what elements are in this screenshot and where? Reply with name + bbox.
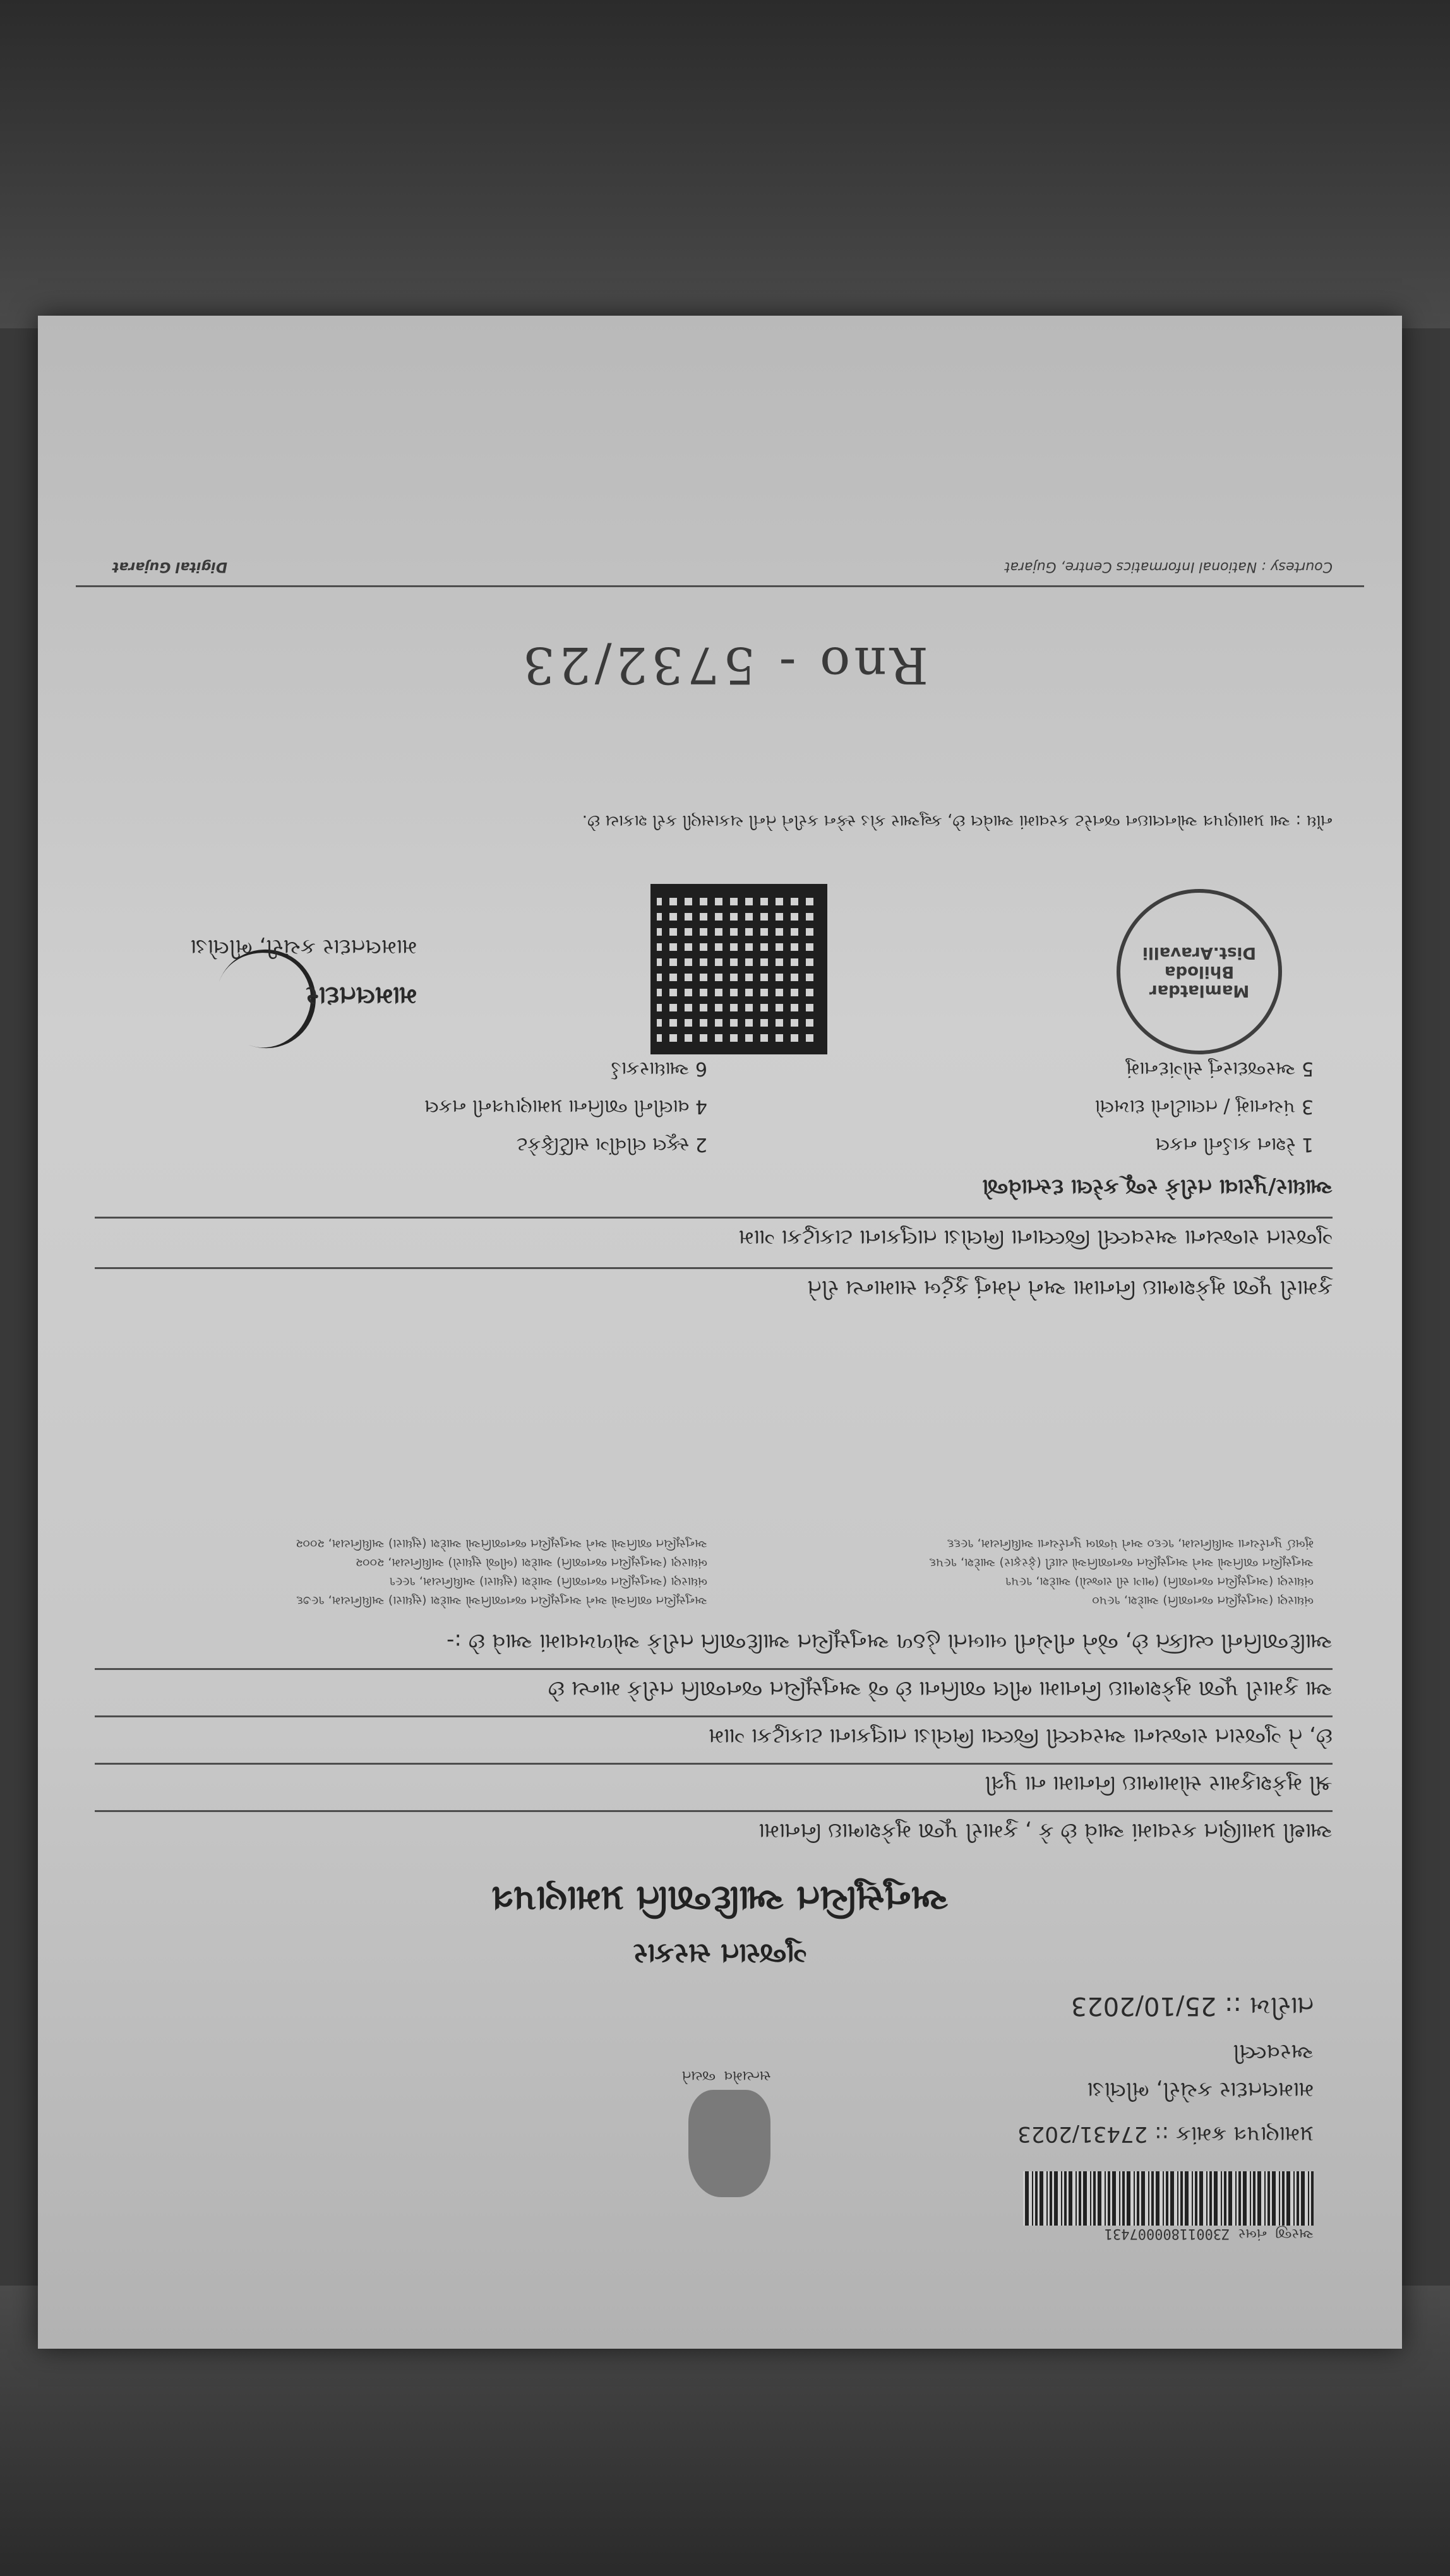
residence-line: કુમારી પૂજા મુકેશભાઇ નિનામા અને તેમનું કુટુંબ સામાન્ય રીતે: [807, 1275, 1333, 1301]
intro-line: આથી પ્રમાણિત કરવામાં આવે છે કે , કુમારી પૂજા મુકેશભાઇ નિનામા: [758, 1818, 1333, 1844]
barcode-block: [1023, 2171, 1314, 2241]
document-item: 2 સ્કૂલ લીવીંગ સર્ટિફિકેટ: [516, 1133, 707, 1155]
signatory-office: મામલતદાર કચેરી, ભીલોડા: [190, 934, 417, 960]
government-heading: ગુજરાત સરકાર: [633, 1938, 807, 1970]
issuing-district: અરવલ્લી: [1233, 2039, 1314, 2065]
seal-text: Mamlatdar Bhiloda Dist.Aravalli: [1142, 943, 1256, 1000]
document-item: 1 રેશન કાર્ડની નકલ: [1155, 1133, 1314, 1155]
barcode-number: અરજી નંબર Z30011800007431: [1104, 2226, 1314, 2241]
fine-print-item: બંધારણ (અનુસૂચિત જનજાતિ) આદેશ, ૧૯૫૦: [1092, 1594, 1314, 1607]
fine-print-right: [114, 1534, 707, 1610]
footer-courtesy: Courtesy : National Informatics Centre, Gujarat: [1004, 559, 1333, 575]
rule-5: [95, 1267, 1333, 1269]
handwritten-register-number: Rno - 5732/23: [518, 636, 928, 695]
recognition-line: આદિજાતિની વ્યક્તિ છે, જેને નીચેની બાબતો હેઠળ અનુસૂચિત આદિજાતિ તરીકે ઓળખવામાં આવે છે :-: [446, 1629, 1333, 1654]
rule-6: [95, 1217, 1333, 1219]
fine-print-item: મુંબઈ પુનર્રચના અધિનિયમ, ૧૯૬૦ અને પંજાબ પુનર્રચના અધિનિયમ, ૧૯૬૬: [947, 1537, 1314, 1551]
document-item: 3 પંચનામું / તલાટીનો દાખલો: [1094, 1095, 1314, 1118]
village-line: છે, તે ગુજરાત રાજ્યના અરવલ્લી જિલ્લા ભિલોડા તાલુકાના ટાકાટુકા ગામ: [708, 1724, 1333, 1749]
fine-print-item: બંધારણ (અનુસૂચિત જનજાતિ) આદેશ (સુધારા) અધિનિયમ, ૧૯૯૧: [389, 1575, 707, 1589]
fine-print-item: અનુસૂચિત જાતિઓ અને અનુસૂચિત જનજાતિઓ આદેશ (સુધારા) અધિનિયમ, ૨૦૦૨: [296, 1537, 707, 1551]
footer-digital-gujarat: Digital Gujarat: [112, 559, 227, 575]
rule-3: [95, 1715, 1333, 1717]
fine-print-left: [745, 1534, 1314, 1610]
document-item: 5 અરજદારનું સોગંદનામું: [1125, 1058, 1314, 1080]
emblem-caption: સત્યમેવ જયતે: [681, 2068, 771, 2084]
barcode-image: [1023, 2171, 1314, 2226]
rule-4: [95, 1668, 1333, 1670]
certificate-page: [38, 316, 1402, 2349]
official-seal: [1117, 889, 1282, 1054]
authenticity-note: નોંધ : આ પ્રમાણપત્ર ઓનલાઇન જનરેટ કરવામાં આવેલ છે, ક્યુઆર કોડ સ્કેન કરીને તેની ચકાસણી કરી શકાય છે.: [582, 811, 1333, 830]
document-item: 4 વાલીની જાતિના પ્રમાણપત્રની નકલ: [424, 1095, 707, 1118]
background-top: [0, 0, 1450, 328]
state-emblem: [688, 2090, 770, 2197]
signatory-title: મામલતદાર: [306, 981, 417, 1010]
fine-print-item: અનુસૂચિત જાતિઓ અને અનુસૂચિત જનજાતિઓ યાદી (ફેરફાર) આદેશ, ૧૯૫૬: [929, 1556, 1314, 1570]
fine-print-item: બંધારણ (અનુસૂચિત જનજાતિ) (ભાગ સી રાજ્યો) આદેશ, ૧૯૫૧: [1005, 1575, 1314, 1589]
fine-print-item: અનુસૂચિત જાતિઓ અને અનુસૂચિત જનજાતિઓ આદેશ (સુધારા) અધિનિયમ, ૧૯૭૬: [296, 1594, 707, 1607]
rule-1: [95, 1810, 1333, 1812]
documents-heading: આધાર/પુરાવા તરીકે રજૂ કરેલા દસ્તાવેજો: [982, 1174, 1333, 1200]
certificate-number: પ્રમાણપત્ર ક્રમાંક :: 27431/2023: [1017, 2121, 1314, 2147]
certificate-title: અનુસુચિત આદિજાતિ પ્રમાણપત્ર: [491, 1878, 949, 1919]
residence-place: ગુજરાત રાજ્યના અરવલ્લી જિલ્લાના ભિલોડા તાલુકાના ટાકાટુકા ગામ: [738, 1225, 1333, 1250]
issuing-office: મામલતદાર કચેરી, ભીલોડા: [1087, 2077, 1314, 2102]
fine-print-item: બંધારણ (અનુસૂચિત જનજાતિ) આદેશ (બીજો સુધારો) અધિનિયમ, ૨૦૦૨: [355, 1556, 707, 1570]
document-item: 6 આધારકાર્ડ: [611, 1058, 707, 1080]
certificate-paper: [38, 316, 1402, 2349]
footer-rule: [76, 585, 1364, 587]
caste-line: આ કુમારી પૂજા મુકેશભાઇ નિનામા ભીલ જાતિના છે જે અનુસૂચિત જનજાતિ તરીકે માન્ય છે: [548, 1676, 1333, 1702]
verification-qr-code: [650, 884, 827, 1054]
issue-date: તારીખ :: 25/10/2023: [1070, 1991, 1314, 2020]
relation-line: શ્રી મુકેશકુમાર સોમાભાઇ નિનામા ના પુત્રી: [985, 1771, 1333, 1796]
rule-2: [95, 1763, 1333, 1765]
